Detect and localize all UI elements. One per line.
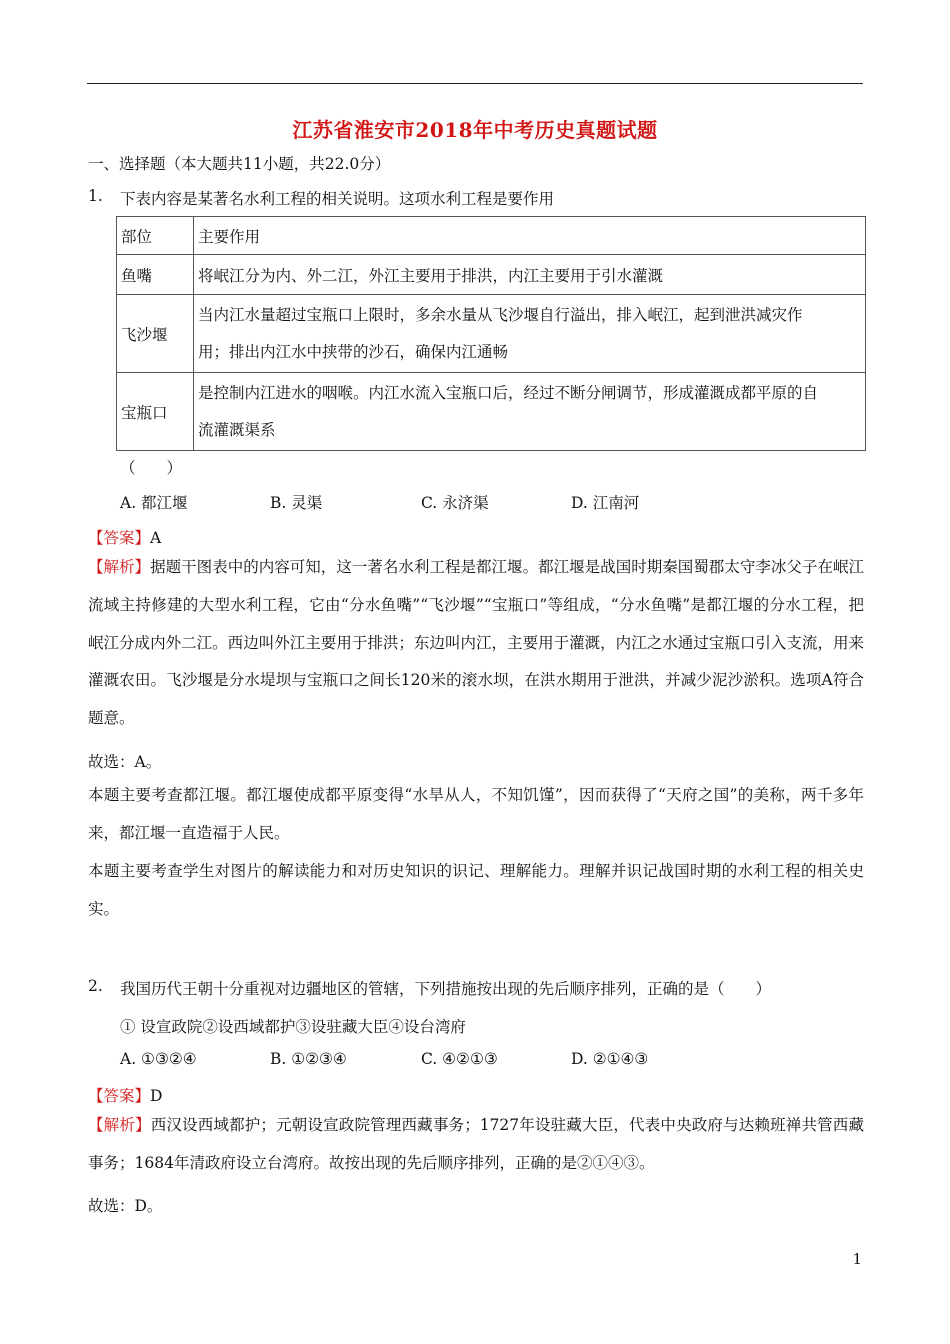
q2-option-c: C. ④②①③ bbox=[421, 1050, 498, 1068]
table-header-part: 部位 bbox=[117, 217, 194, 255]
answer-value: A bbox=[150, 529, 162, 547]
q2-answer bbox=[88, 1084, 162, 1106]
q1-number: 1. bbox=[88, 187, 103, 205]
table-cell-line: 流灌溉渠系 bbox=[198, 420, 276, 439]
table-cell-part: 鱼嘴 bbox=[117, 255, 194, 295]
q2-items: ① 设宣政院②设西域都护③设驻藏大臣④设台湾府 bbox=[120, 1018, 466, 1036]
q1-note-2: 本题主要考查学生对图片的解读能力和对历史知识的识记、理解能力。理解并识记战国时期的水利工程的相关史实。 bbox=[88, 862, 864, 918]
q2-option-b: B. ①②③④ bbox=[270, 1050, 347, 1068]
q1-note-1: 本题主要考查都江堰。都江堰使成都平原变得“水旱从人，不知饥馑”，因而获得了“天府之国”的美称，两千多年来，都江堰一直造福于人民。 bbox=[88, 786, 864, 842]
analysis-tag: 【解析】 bbox=[88, 558, 151, 576]
table-cell-part: 飞沙堰 bbox=[117, 295, 194, 373]
q1-choice: 故选：A。 bbox=[88, 753, 162, 771]
q1-table bbox=[116, 216, 866, 451]
table-cell-function bbox=[194, 295, 866, 373]
q1-analysis bbox=[88, 549, 864, 738]
q2-analysis bbox=[88, 1107, 864, 1183]
q1-option-a: A. 都江堰 bbox=[120, 494, 188, 512]
table-row bbox=[117, 217, 866, 255]
q2-option-a: A. ①③②④ bbox=[120, 1050, 197, 1068]
section-header: 一、选择题（本大题共11小题，共22.0分） bbox=[88, 155, 391, 173]
table-cell-line: 是控制内江进水的咽喉。内江水流入宝瓶口后，经过不断分闸调节，形成灌溉成都平原的自 bbox=[198, 383, 819, 402]
answer-value: D bbox=[150, 1087, 163, 1105]
page-number: 1 bbox=[852, 1250, 862, 1268]
document-title: 江苏省淮安市2018年中考历史真题试题 bbox=[292, 118, 658, 142]
table-cell-function bbox=[194, 373, 866, 451]
answer-tag: 【答案】 bbox=[88, 529, 151, 547]
q2-option-d: D. ②①④③ bbox=[571, 1050, 649, 1068]
table-cell-line: 用；排出内江水中挟带的沙石，确保内江通畅 bbox=[198, 342, 509, 361]
q1-option-b: B. 灵渠 bbox=[270, 494, 323, 512]
table-header-function: 主要作用 bbox=[194, 217, 866, 255]
analysis-text: 据题干图表中的内容可知，这一著名水利工程是都江堰。都江堰是战国时期秦国蜀郡太守李冰父子在岷江流域主持修建的大型水利工程，它由“分水鱼嘴”“飞沙堰”“宝瓶口”等组成，“分水鱼嘴”是都江堰的分水工程，把岷江分成内外二江。西边叫外江主要用于排洪；东边叫内江，主要用于灌溉，内江之水通过宝瓶口引入支流，用来灌溉农田。飞沙堰是分水堤坝与宝瓶口之间长120米的滚水坝，在洪水期用于泄洪，并减少泥沙淤积。选项A符合题意。 bbox=[88, 558, 864, 728]
table-row bbox=[117, 255, 866, 295]
q2-choice: 故选：D。 bbox=[88, 1197, 163, 1215]
table-row bbox=[117, 373, 866, 451]
table-cell-part: 宝瓶口 bbox=[117, 373, 194, 451]
q2-number: 2. bbox=[88, 977, 103, 995]
q1-option-c: C. 永济渠 bbox=[421, 494, 489, 512]
analysis-tag: 【解析】 bbox=[88, 1116, 151, 1134]
table-cell-line: 当内江水量超过宝瓶口上限时，多余水量从飞沙堰自行溢出，排入岷江，起到泄洪减灾作 bbox=[198, 305, 803, 324]
q2-stem: 我国历代王朝十分重视对边疆地区的管辖，下列措施按出现的先后顺序排列，正确的是（ ） bbox=[120, 980, 772, 998]
answer-tag: 【答案】 bbox=[88, 1087, 151, 1105]
table-row bbox=[117, 295, 866, 373]
table-cell-function: 将岷江分为内、外二江，外江主要用于排洪，内江主要用于引水灌溉 bbox=[194, 255, 866, 295]
q1-stem: 下表内容是某著名水利工程的相关说明。这项水利工程是要作用 bbox=[120, 190, 555, 208]
q1-option-d: D. 江南河 bbox=[571, 494, 640, 512]
analysis-text: 西汉设西域都护；元朝设宣政院管理西藏事务；1727年设驻藏大臣，代表中央政府与达赖班禅共管西藏事务；1684年清政府设立台湾府。故按出现的先后顺序排列，正确的是②①④③。 bbox=[88, 1116, 864, 1172]
q1-blank: （ ） bbox=[120, 459, 183, 477]
q1-answer bbox=[88, 526, 161, 548]
header-rule bbox=[87, 83, 863, 84]
